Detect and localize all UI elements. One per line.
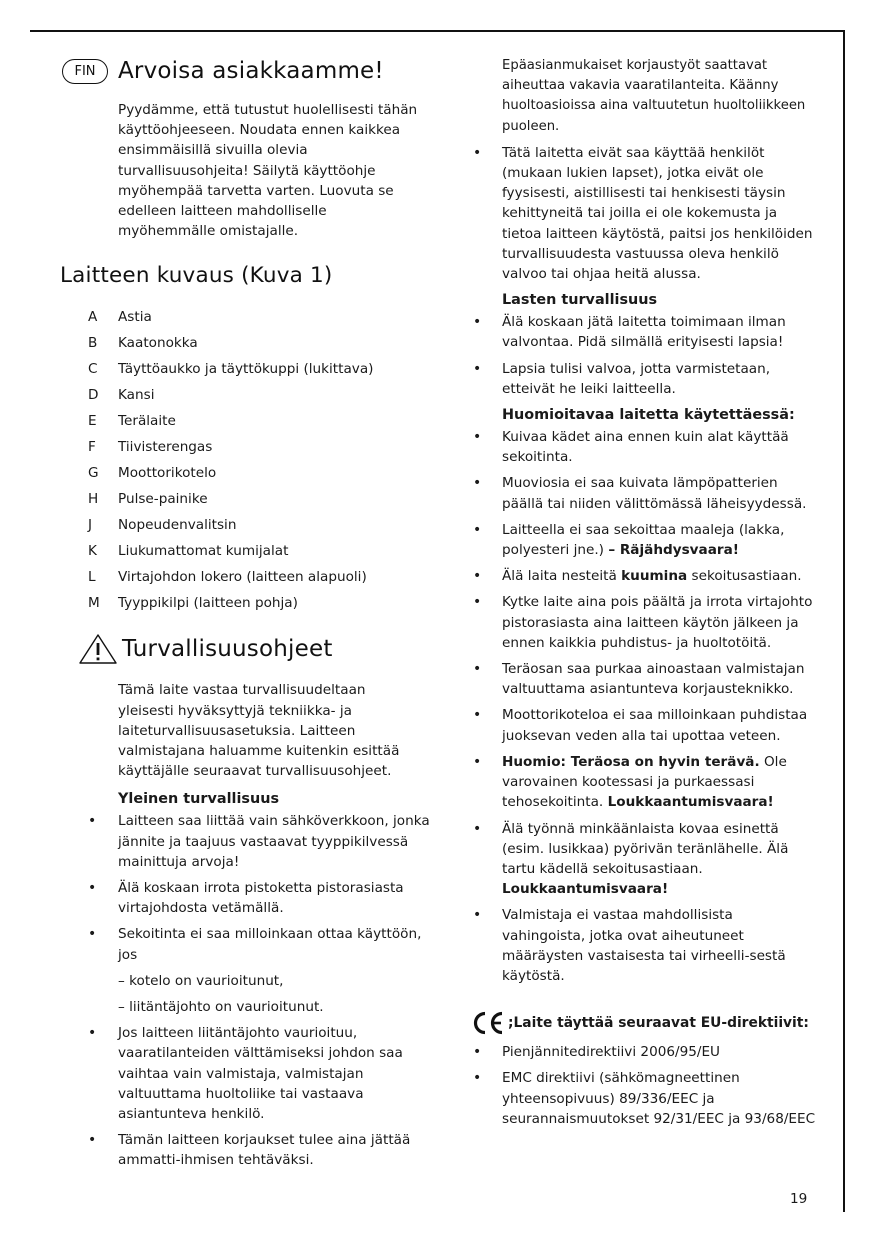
eu-directives-heading: ;Laite täyttää seuraavat EU-direktiivit: <box>508 1015 809 1032</box>
list-item: • Tämän laitteen korjaukset tulee aina jättää ammatti-ihmisen tehtäväksi. <box>60 1130 430 1170</box>
list-item <box>88 564 430 590</box>
part-letter: J <box>88 517 93 534</box>
page-number: 19 <box>790 1191 808 1207</box>
list-item: • Laitteen saa liittää vain sähköverkkoon, jonka jännite ja taajuus vastaavat tyyppikilvessä mainittuja arvoja! <box>60 811 430 872</box>
list-item <box>470 819 820 900</box>
right-column <box>470 56 820 1135</box>
part-letter: A <box>88 309 98 326</box>
list-item <box>88 486 430 512</box>
list-item <box>88 460 430 486</box>
part-letter: H <box>88 491 99 508</box>
part-letter: C <box>88 361 98 378</box>
part-letter: K <box>88 543 97 560</box>
part-name: Tyyppikilpi (laitteen pohja) <box>118 595 298 612</box>
language-badge: FIN <box>62 59 108 84</box>
part-letter: G <box>88 465 99 482</box>
part-name: Terälaite <box>118 413 176 430</box>
part-letter: L <box>88 569 96 586</box>
part-name: Täyttöaukko ja täyttökuppi (lukittava) <box>118 361 374 378</box>
list-item: • Teräosan saa purkaa ainoastaan valmistajan valtuuttama asiantunteva korjausteknikko. <box>470 659 820 699</box>
usage-list <box>470 427 820 986</box>
persons-list <box>470 143 820 284</box>
list-item: • Pienjännitedirektiivi 2006/95/EU <box>470 1042 820 1062</box>
general-safety-list <box>60 811 430 1170</box>
list-item: • Tätä laitetta eivät saa käyttää henkilöt (mukaan lukien lapset), jotka eivät ole fyysisesti, aistillisesti tai henkisesti täysin kehittyneitä tai joilla ei ole kokemusta ja tietoa laitteen käytöstä, paitsi jos henkilöiden turvallisuudesta vastuussa oleva henkilö valvoo tai ohjaa heitä alussa. <box>470 143 820 284</box>
part-name: Tiivisterengas <box>118 439 213 456</box>
list-item <box>88 330 430 356</box>
usage-text: Älä laita nesteitä <box>502 568 617 585</box>
part-letter: D <box>88 387 99 404</box>
list-item: • Kytke laite aina pois päältä ja irrota virtajohto pistorasiasta aina laitteen käytön jälkeen ja ennen kaikkia puhdistus- ja huoltotöitä. <box>470 592 820 653</box>
general-safety-heading: Yleinen turvallisuus <box>118 791 280 808</box>
safety-heading: Turvallisuusohjeet <box>122 636 333 663</box>
part-letter: F <box>88 439 96 456</box>
list-item <box>88 356 430 382</box>
page-title: Arvoisa asiakkaamme! <box>118 58 384 84</box>
list-item <box>88 512 430 538</box>
blade-warning: Huomio: Teräosa on hyvin terävä. <box>502 753 760 770</box>
list-item: • Jos laitteen liitäntäjohto vaurioituu, vaaratilanteiden välttämiseksi johdon saa vaihtaa vain valmistaja, valmistajan valtuuttama huoltoliike tai vastaava asiantunteva henkilö. <box>60 1023 430 1124</box>
part-letter: B <box>88 335 98 352</box>
ce-mark-icon <box>470 1010 506 1036</box>
part-letter: E <box>88 413 97 430</box>
list-item <box>88 590 430 616</box>
intro-paragraph: Pyydämme, että tutustut huolellisesti tähän käyttöohjeeseen. Noudata ennen kaikkea ensimmäisillä sivuilla olevia turvallisuusohjeita! Säilytä käyttöohje myöhempää tarvetta varten. Luovuta se edelleen laitteen mahdolliselle myöhemmälle omistajalle. <box>118 102 418 240</box>
list-item: • Valmistaja ei vastaa mahdollisista vahingoista, jotka ovat aiheutuneet määräysten vastaisesta tai virheelli-sestä käytöstä. <box>470 905 820 986</box>
list-item <box>88 434 430 460</box>
list-item: • Lapsia tulisi valvoa, jotta varmistetaan, etteivät he leiki laitteella. <box>470 359 820 399</box>
list-item: • Kuivaa kädet aina ennen kuin alat käyttää sekoitinta. <box>470 427 820 467</box>
list-item: • Moottorikoteloa ei saa milloinkaan puhdistaa juoksevan veden alla tai upottaa veteen. <box>470 705 820 745</box>
children-safety-heading: Lasten turvallisuus <box>502 292 658 309</box>
continued-paragraph: Epäasianmukaiset korjaustyöt saattavat aiheuttaa vakavia vaaratilanteita. Käänny huoltoasioissa aina valtuutetun huoltoliikkeen puoleen. <box>502 58 806 134</box>
list-item: • EMC direktiivi (sähkömagneettinen yhteensopivuus) 89/336/EEC ja seurannaismuutokset 92/31/EEC ja 93/68/EEC <box>470 1068 820 1129</box>
list-item <box>88 538 430 564</box>
usage-heading: Huomioitavaa laitetta käytettäessä: <box>502 407 795 424</box>
eu-directives-list <box>470 1042 820 1129</box>
list-item <box>470 752 820 813</box>
part-name: Kaatonokka <box>118 335 198 352</box>
list-item: – kotelo on vaurioitunut, <box>118 972 284 989</box>
explosion-warning: – Räjähdysvaara! <box>608 542 739 559</box>
list-item <box>88 304 430 330</box>
injury-warning: Loukkaantumisvaara! <box>607 794 774 811</box>
list-item <box>88 382 430 408</box>
part-name: Nopeudenvalitsin <box>118 517 237 534</box>
list-item: • Älä koskaan irrota pistoketta pistorasiasta virtajohdosta vetämällä. <box>60 878 430 918</box>
description-heading: Laitteen kuvaus (Kuva 1) <box>60 263 333 289</box>
right-border-line <box>843 30 845 1212</box>
part-name: Virtajohdon lokero (laitteen alapuoli) <box>118 569 367 586</box>
part-name: Pulse-painike <box>118 491 208 508</box>
hot-emphasis: kuumina <box>621 568 688 585</box>
children-safety-list <box>470 312 820 399</box>
list-item: • Sekoitinta ei saa milloinkaan ottaa käyttöön, jos <box>60 924 430 964</box>
left-column <box>60 54 430 1177</box>
injury-warning: Loukkaantumisvaara! <box>502 881 669 898</box>
usage-text: Ole varovainen kootessasi ja purkaessasi tehosekoitinta. <box>502 753 787 811</box>
part-name: Moottorikotelo <box>118 465 217 482</box>
usage-text: Laitteella ei saa sekoittaa maaleja (lakka, polyesteri jne.) <box>502 521 785 559</box>
part-name: Kansi <box>118 387 155 404</box>
list-item <box>470 520 820 560</box>
list-item <box>470 566 820 586</box>
safety-title-row <box>60 632 430 666</box>
warning-triangle-icon <box>78 633 118 665</box>
safety-intro: Tämä laite vastaa turvallisuudeltaan yleisesti hyväksyttyjä tekniikka- ja laiteturvallisuusasetuksia. Laitteen valmistajana haluamme kuitenkin esittää käyttäjälle seuraavat turvallisuusohjeet. <box>118 682 400 780</box>
top-border-line <box>30 30 845 32</box>
list-item: • Älä koskaan jätä laitetta toimimaan ilman valvontaa. Pidä silmällä erityisesti lapsia! <box>470 312 820 352</box>
parts-list <box>88 304 430 616</box>
part-name: Astia <box>118 309 152 326</box>
usage-text: sekoitusastiaan. <box>691 568 802 585</box>
list-item: • Muoviosia ei saa kuivata lämpöpatterien päällä tai niiden välittömässä läheisyydessä. <box>470 473 820 513</box>
usage-text: Älä työnnä minkäänlaista kovaa esinettä (esim. lusikkaa) pyörivän teränlähelle. Älä tartu kädellä sekoitusastiaan. <box>502 820 789 877</box>
part-name: Liukumattomat kumijalat <box>118 543 289 560</box>
part-letter: M <box>88 595 100 612</box>
list-item: – liitäntäjohto on vaurioitunut. <box>118 999 324 1016</box>
title-row <box>60 54 430 88</box>
list-item <box>88 408 430 434</box>
ce-row <box>470 1010 820 1036</box>
